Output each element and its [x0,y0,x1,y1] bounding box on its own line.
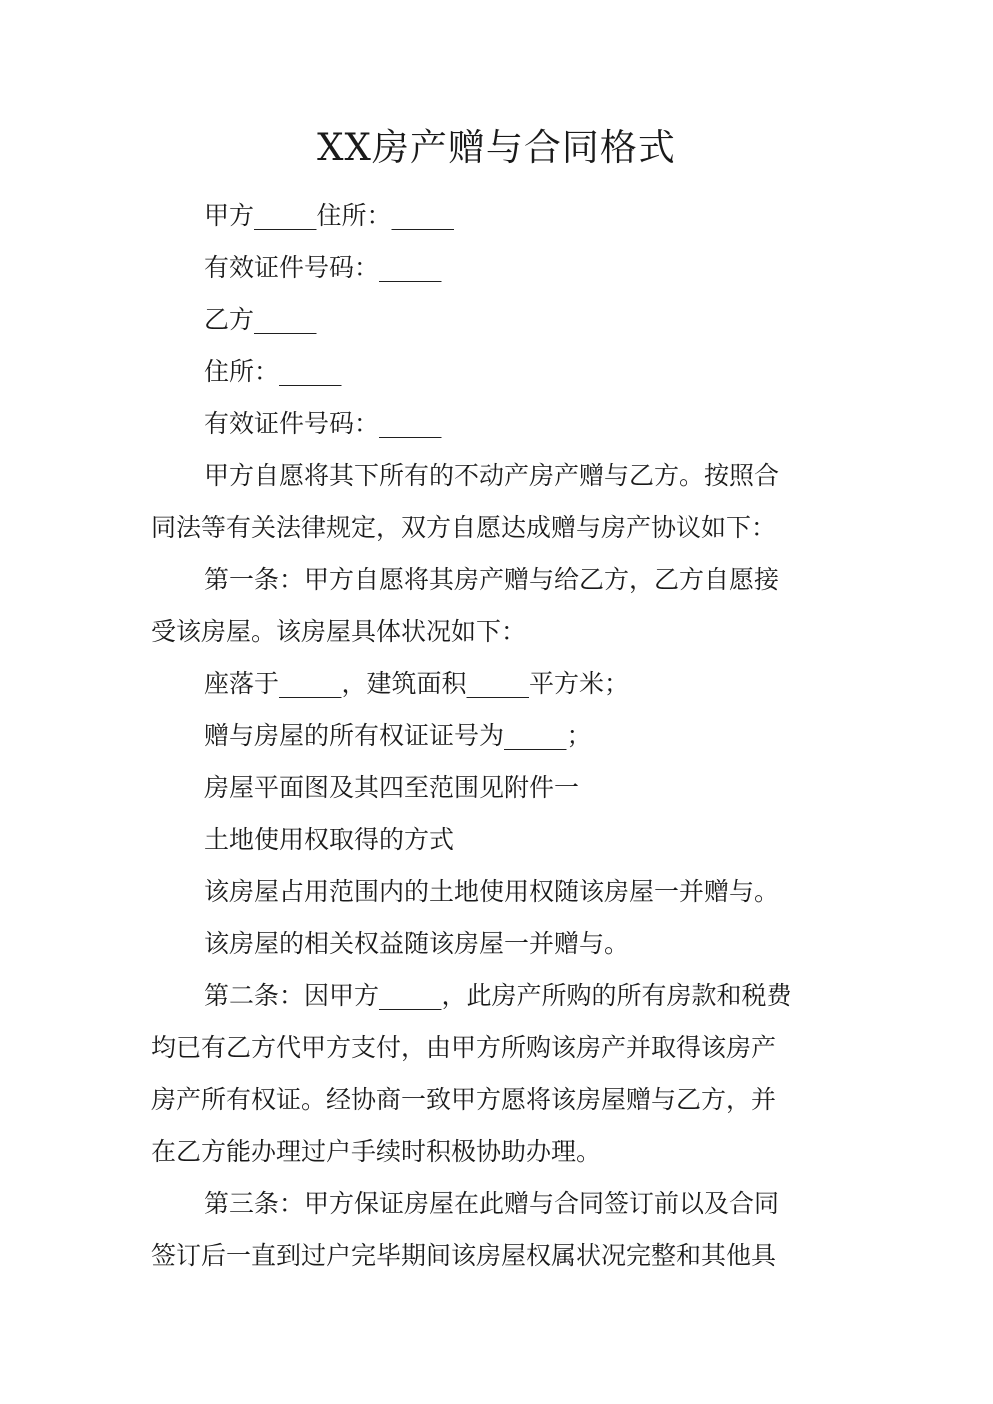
article-2-line-1: 第二条：因甲方_____，此房产所购的所有房款和税费 [204,981,792,1010]
article-3-line-1: 第三条：甲方保证房屋在此赠与合同签订前以及合同 [204,1189,780,1218]
article-2-line-4: 在乙方能办理过户手续时积极协助办理。 [151,1137,602,1166]
party-a-line: 甲方_____住所：_____ [204,201,455,230]
article-2-line-3: 房产所有权证。经协商一致甲方愿将该房屋赠与乙方，并 [151,1085,777,1114]
location-area-line: 座落于_____，建筑面积_____平方米； [204,669,630,698]
land-use-method-line: 土地使用权取得的方式 [204,825,455,854]
floor-plan-line: 房屋平面图及其四至范围见附件一 [204,773,580,802]
article-3-line-2: 签订后一直到过户完毕期间该房屋权属状况完整和其他具 [151,1241,777,1270]
related-rights-line: 该房屋的相关权益随该房屋一并赠与。 [204,929,630,958]
certificate-number-line: 赠与房屋的所有权证证号为_____； [204,721,592,750]
party-b-line: 乙方_____ [204,305,317,334]
article-2-line-2: 均已有乙方代甲方支付，由甲方所购该房产并取得该房产 [151,1033,777,1062]
party-b-address-line: 住所：_____ [204,357,342,386]
intro-paragraph-line-1: 甲方自愿将其下所有的不动产房产赠与乙方。按照合 [204,461,780,490]
document-title: XX房产赠与合同格式 [317,126,676,169]
document-body [151,190,831,1282]
intro-paragraph-line-2: 同法等有关法律规定，双方自愿达成赠与房产协议如下： [151,513,777,542]
land-use-gift-line: 该房屋占用范围内的土地使用权随该房屋一并赠与。 [204,877,780,906]
article-1-line-1: 第一条：甲方自愿将其房产赠与给乙方，乙方自愿接 [204,565,780,594]
party-a-id-line: 有效证件号码：_____ [204,253,442,282]
article-1-line-2: 受该房屋。该房屋具体状况如下： [151,617,527,646]
party-b-id-line: 有效证件号码：_____ [204,409,442,438]
